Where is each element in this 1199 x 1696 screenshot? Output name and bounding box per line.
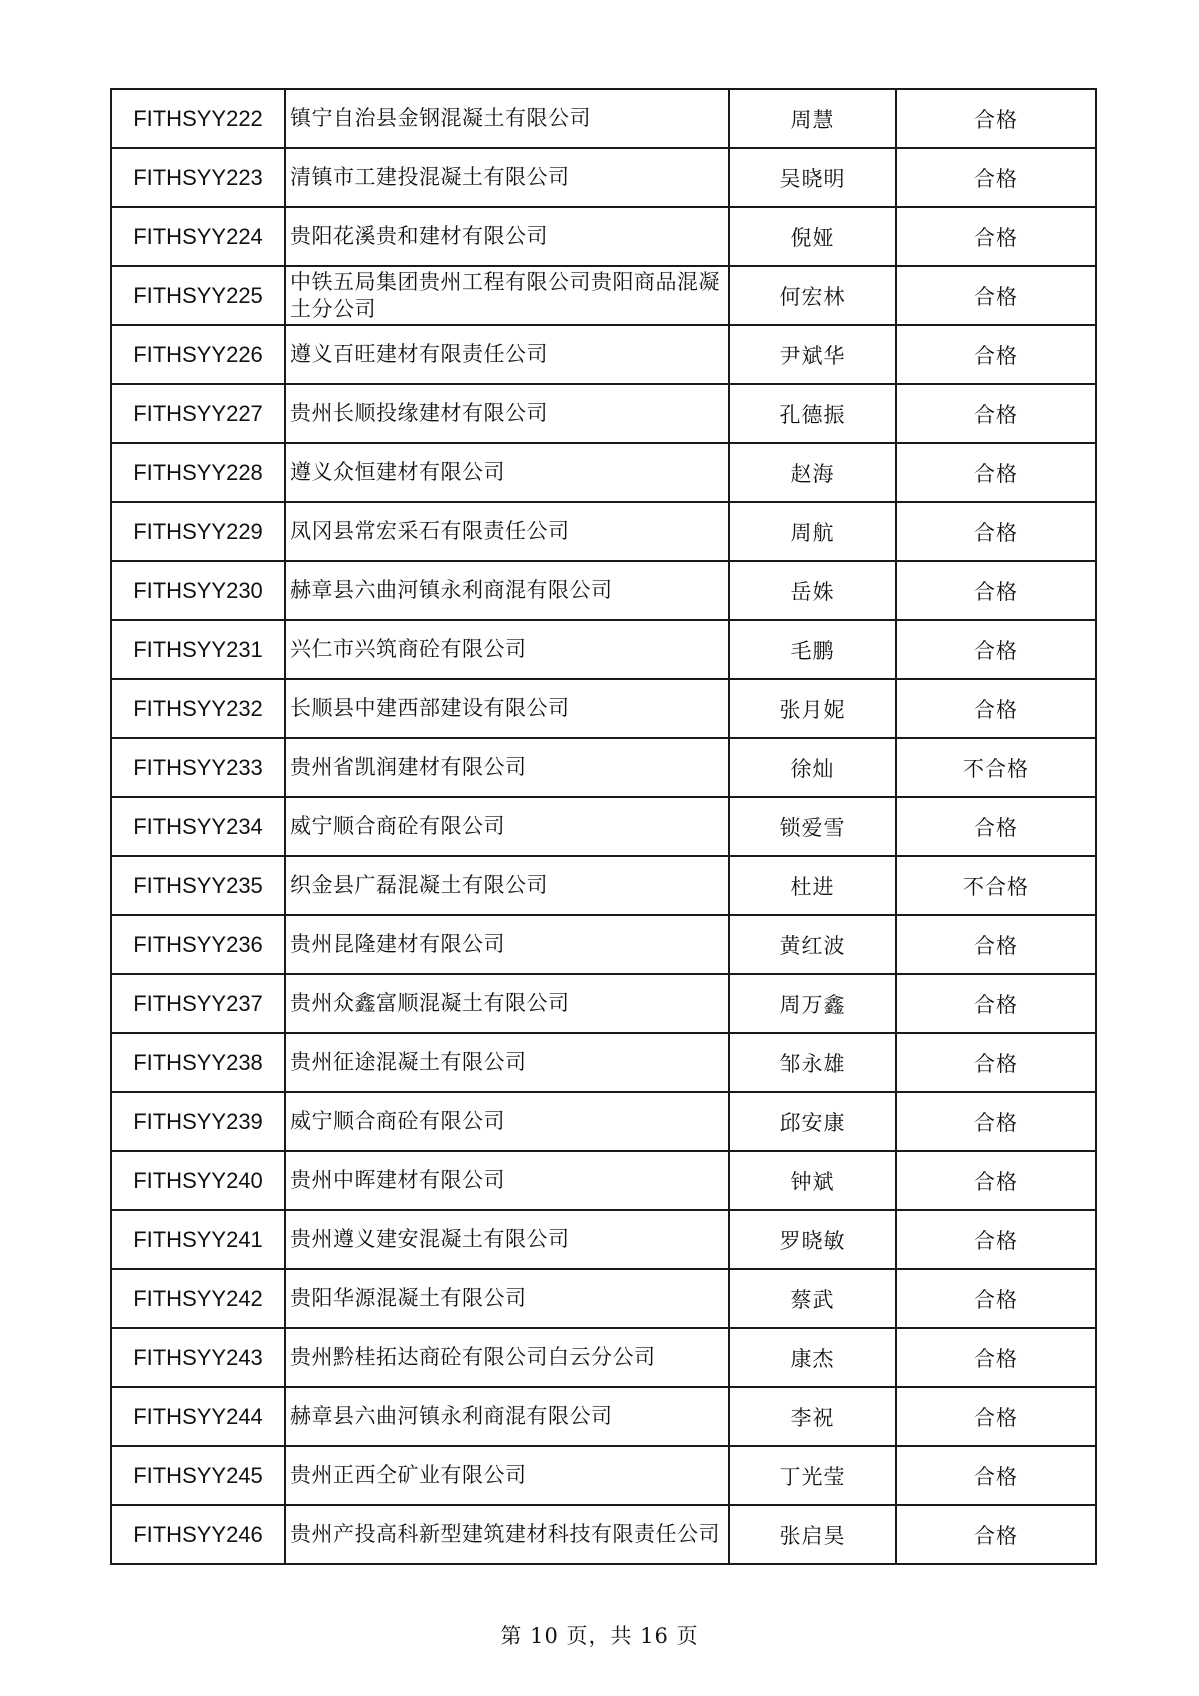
result-cell: 合格	[896, 207, 1096, 266]
result-cell: 合格	[896, 620, 1096, 679]
id-cell: FITHSYY245	[111, 1446, 285, 1505]
id-cell: FITHSYY237	[111, 974, 285, 1033]
id-cell: FITHSYY231	[111, 620, 285, 679]
table-row	[111, 620, 1096, 679]
company-cell: 织金县广磊混凝土有限公司	[285, 856, 729, 915]
company-cell: 贵州长顺投缘建材有限公司	[285, 384, 729, 443]
company-cell: 兴仁市兴筑商砼有限公司	[285, 620, 729, 679]
table-row	[111, 1328, 1096, 1387]
result-cell: 合格	[896, 443, 1096, 502]
result-cell: 合格	[896, 1210, 1096, 1269]
company-cell: 赫章县六曲河镇永利商混有限公司	[285, 561, 729, 620]
person-cell: 吴晓明	[729, 148, 896, 207]
table-row	[111, 207, 1096, 266]
table-row	[111, 856, 1096, 915]
id-cell: FITHSYY228	[111, 443, 285, 502]
person-cell: 丁光莹	[729, 1446, 896, 1505]
table-row	[111, 1033, 1096, 1092]
company-cell: 长顺县中建西部建设有限公司	[285, 679, 729, 738]
result-cell: 合格	[896, 1033, 1096, 1092]
result-cell: 合格	[896, 679, 1096, 738]
id-cell: FITHSYY246	[111, 1505, 285, 1564]
person-cell: 孔德振	[729, 384, 896, 443]
result-cell: 合格	[896, 561, 1096, 620]
table-row	[111, 797, 1096, 856]
result-cell: 合格	[896, 1092, 1096, 1151]
table-row	[111, 1387, 1096, 1446]
result-cell: 合格	[896, 915, 1096, 974]
person-cell: 周航	[729, 502, 896, 561]
table-row	[111, 384, 1096, 443]
company-cell: 威宁顺合商砼有限公司	[285, 797, 729, 856]
result-cell: 合格	[896, 1505, 1096, 1564]
result-cell: 合格	[896, 1328, 1096, 1387]
results-table-body	[111, 89, 1096, 1564]
person-cell: 赵海	[729, 443, 896, 502]
id-cell: FITHSYY223	[111, 148, 285, 207]
result-cell: 合格	[896, 974, 1096, 1033]
result-cell: 合格	[896, 325, 1096, 384]
id-cell: FITHSYY225	[111, 266, 285, 325]
person-cell: 杜进	[729, 856, 896, 915]
person-cell: 周万鑫	[729, 974, 896, 1033]
table-row	[111, 1210, 1096, 1269]
result-cell: 合格	[896, 384, 1096, 443]
id-cell: FITHSYY244	[111, 1387, 285, 1446]
company-cell: 贵州众鑫富顺混凝土有限公司	[285, 974, 729, 1033]
person-cell: 徐灿	[729, 738, 896, 797]
table-row	[111, 915, 1096, 974]
id-cell: FITHSYY234	[111, 797, 285, 856]
id-cell: FITHSYY242	[111, 1269, 285, 1328]
person-cell: 张启昊	[729, 1505, 896, 1564]
person-cell: 锁爱雪	[729, 797, 896, 856]
company-cell: 凤冈县常宏采石有限责任公司	[285, 502, 729, 561]
id-cell: FITHSYY229	[111, 502, 285, 561]
person-cell: 蔡武	[729, 1269, 896, 1328]
result-cell: 合格	[896, 1387, 1096, 1446]
company-cell: 贵州省凯润建材有限公司	[285, 738, 729, 797]
person-cell: 邹永雄	[729, 1033, 896, 1092]
table-row	[111, 148, 1096, 207]
page-number: 第 10 页，共 16 页	[500, 1624, 699, 1648]
id-cell: FITHSYY241	[111, 1210, 285, 1269]
company-cell: 贵阳华源混凝土有限公司	[285, 1269, 729, 1328]
id-cell: FITHSYY239	[111, 1092, 285, 1151]
table-row	[111, 738, 1096, 797]
person-cell: 何宏林	[729, 266, 896, 325]
id-cell: FITHSYY236	[111, 915, 285, 974]
table-row	[111, 1092, 1096, 1151]
person-cell: 岳姝	[729, 561, 896, 620]
person-cell: 尹斌华	[729, 325, 896, 384]
table-row	[111, 974, 1096, 1033]
id-cell: FITHSYY230	[111, 561, 285, 620]
id-cell: FITHSYY222	[111, 89, 285, 148]
id-cell: FITHSYY227	[111, 384, 285, 443]
id-cell: FITHSYY226	[111, 325, 285, 384]
company-cell: 贵州黔桂拓达商砼有限公司白云分公司	[285, 1328, 729, 1387]
person-cell: 康杰	[729, 1328, 896, 1387]
table-row	[111, 443, 1096, 502]
results-table	[110, 88, 1097, 1565]
result-cell: 合格	[896, 1446, 1096, 1505]
person-cell: 毛鹏	[729, 620, 896, 679]
company-cell: 赫章县六曲河镇永利商混有限公司	[285, 1387, 729, 1446]
table-row	[111, 1446, 1096, 1505]
company-cell: 贵州正西仝矿业有限公司	[285, 1446, 729, 1505]
result-cell: 合格	[896, 1151, 1096, 1210]
id-cell: FITHSYY224	[111, 207, 285, 266]
id-cell: FITHSYY240	[111, 1151, 285, 1210]
table-row	[111, 266, 1096, 325]
company-cell: 威宁顺合商砼有限公司	[285, 1092, 729, 1151]
company-cell: 贵州征途混凝土有限公司	[285, 1033, 729, 1092]
company-cell: 遵义众恒建材有限公司	[285, 443, 729, 502]
company-cell: 贵州中晖建材有限公司	[285, 1151, 729, 1210]
company-cell: 贵阳花溪贵和建材有限公司	[285, 207, 729, 266]
id-cell: FITHSYY243	[111, 1328, 285, 1387]
result-cell: 合格	[896, 266, 1096, 325]
company-cell: 贵州遵义建安混凝土有限公司	[285, 1210, 729, 1269]
table-row	[111, 502, 1096, 561]
person-cell: 李祝	[729, 1387, 896, 1446]
result-cell: 合格	[896, 502, 1096, 561]
table-row	[111, 325, 1096, 384]
id-cell: FITHSYY235	[111, 856, 285, 915]
table-row	[111, 1151, 1096, 1210]
result-cell: 合格	[896, 1269, 1096, 1328]
id-cell: FITHSYY238	[111, 1033, 285, 1092]
result-cell: 合格	[896, 148, 1096, 207]
table-row	[111, 1269, 1096, 1328]
company-cell: 镇宁自治县金钢混凝土有限公司	[285, 89, 729, 148]
result-cell: 不合格	[896, 856, 1096, 915]
person-cell: 周慧	[729, 89, 896, 148]
person-cell: 张月妮	[729, 679, 896, 738]
result-cell: 合格	[896, 89, 1096, 148]
person-cell: 钟斌	[729, 1151, 896, 1210]
result-cell: 合格	[896, 797, 1096, 856]
table-row	[111, 89, 1096, 148]
id-cell: FITHSYY233	[111, 738, 285, 797]
company-cell: 清镇市工建投混凝土有限公司	[285, 148, 729, 207]
table-row	[111, 1505, 1096, 1564]
person-cell: 黄红波	[729, 915, 896, 974]
company-cell: 中铁五局集团贵州工程有限公司贵阳商品混凝土分公司	[285, 266, 729, 325]
company-cell: 贵州产投高科新型建筑建材科技有限责任公司	[285, 1505, 729, 1564]
person-cell: 倪娅	[729, 207, 896, 266]
result-cell: 不合格	[896, 738, 1096, 797]
table-row	[111, 679, 1096, 738]
person-cell: 罗晓敏	[729, 1210, 896, 1269]
id-cell: FITHSYY232	[111, 679, 285, 738]
table-row	[111, 561, 1096, 620]
company-cell: 遵义百旺建材有限责任公司	[285, 325, 729, 384]
person-cell: 邱安康	[729, 1092, 896, 1151]
company-cell: 贵州昆隆建材有限公司	[285, 915, 729, 974]
